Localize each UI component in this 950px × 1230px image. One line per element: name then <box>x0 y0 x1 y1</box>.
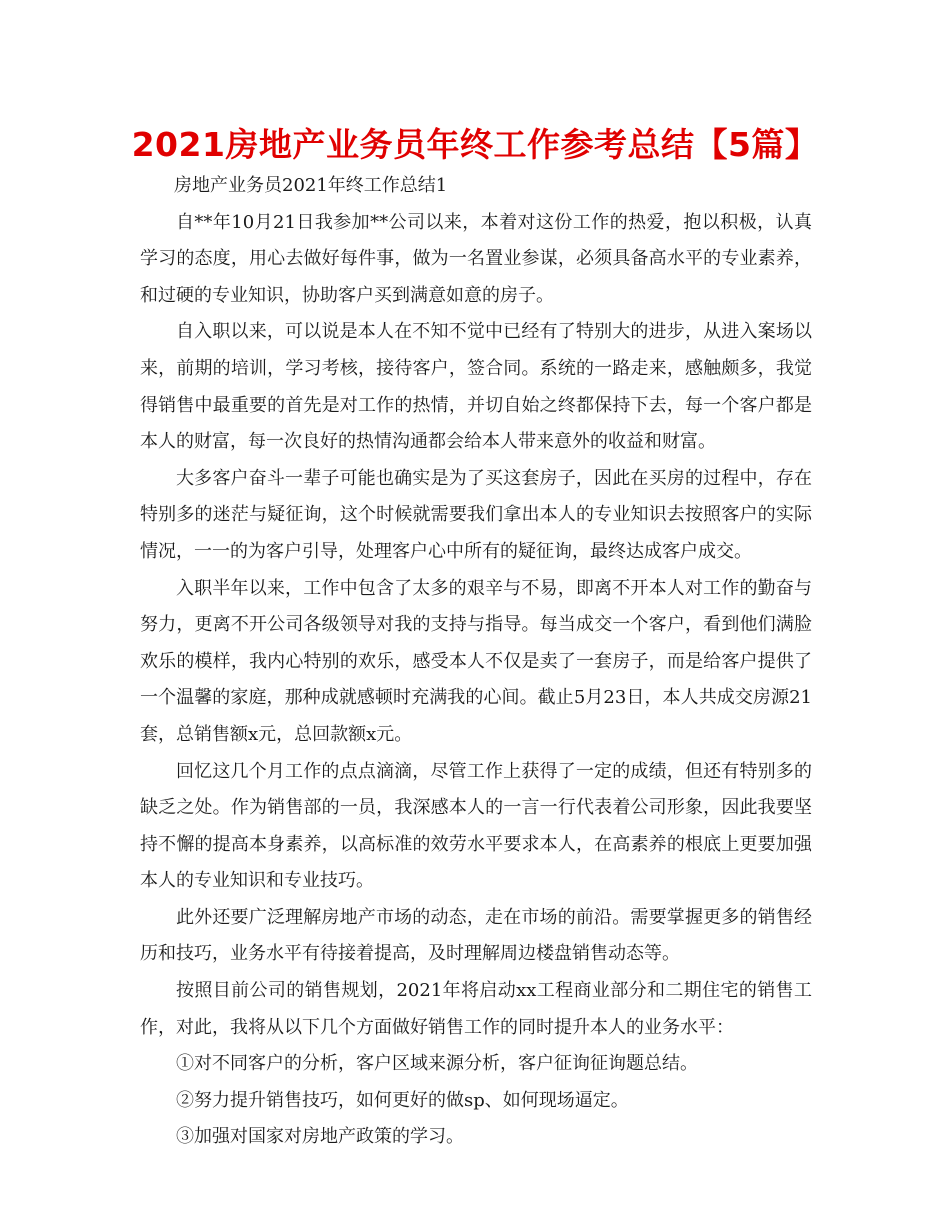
paragraph-1: 自**年10月21日我参加**公司以来，本着对这份工作的热爱，抱以积极，认真学习的态度，用心去做好每件事，做为一名置业参谋，必须具备高水平的专业素养，和过硬的专业知识，协助客户买到满意如意的房子。 <box>140 211 812 306</box>
paragraph-7: 按照目前公司的销售规划，2021年将启动xx工程商业部分和二期住宅的销售工作，对此，我将从以下几个方面做好销售工作的同时提升本人的业务水平： <box>140 980 812 1038</box>
paragraph-3: 大多客户奋斗一辈子可能也确实是为了买这套房子，因此在买房的过程中，存在特别多的迷茫与疑征询，这个时候就需要我们拿出本人的专业知识去按照客户的实际情况，一一的为客户引导，处理客户心中所有的疑征询，最终达成客户成交。 <box>140 467 812 562</box>
list-item-1: ①对不同客户的分析，客户区域来源分析，客户征询征询题总结。 <box>176 1053 698 1075</box>
document-body <box>140 168 812 1156</box>
section-heading: 房地产业务员2021年终工作总结1 <box>174 175 448 196</box>
paragraph-6: 此外还要广泛理解房地产市场的动态，走在市场的前沿。需要掌握更多的销售经历和技巧，业务水平有待接着提高，及时理解周边楼盘销售动态等。 <box>140 906 812 965</box>
list-item-3: ③加强对国家对房地产政策的学习。 <box>176 1126 464 1148</box>
paragraph-5: 回忆这几个月工作的点点滴滴，尽管工作上获得了一定的成绩，但还有特别多的缺乏之处。作为销售部的一员，我深感本人的一言一行代表着公司形象，因此我要坚持不懈的提高本身素养，以高标准的效劳水平要求本人，在高素养的根底上更要加强本人的专业知识和专业技巧。 <box>140 760 812 892</box>
paragraph-4: 入职半年以来，工作中包含了太多的艰辛与不易，即离不开本人对工作的勤奋与努力，更离不开公司各级领导对我的支持与指导。每当成交一个客户，看到他们满脸欢乐的模样，我内心特别的欢乐，感受本人不仅是卖了一套房子，而是给客户提供了一个温馨的家庭，那种成就感顿时充满我的心间。截止5月23日，本人共成交房源21套，总销售额x元，总回款额x元。 <box>140 577 812 745</box>
list-item-2: ②努力提升销售技巧，如何更好的做sp、如何现场逼定。 <box>176 1089 629 1111</box>
document-title: 2021房地产业务员年终工作参考总结【5篇】 <box>131 125 819 164</box>
paragraph-2: 自入职以来，可以说是本人在不知不觉中已经有了特别大的进步，从进入案场以来，前期的培训，学习考核，接待客户，签合同。系统的一路走来，感触颇多，我觉得销售中最重要的首先是对工作的热情，并切自始之终都保持下去，每一个客户都是本人的财富，每一次良好的热情沟通都会给本人带来意外的收益和财富。 <box>140 321 812 453</box>
